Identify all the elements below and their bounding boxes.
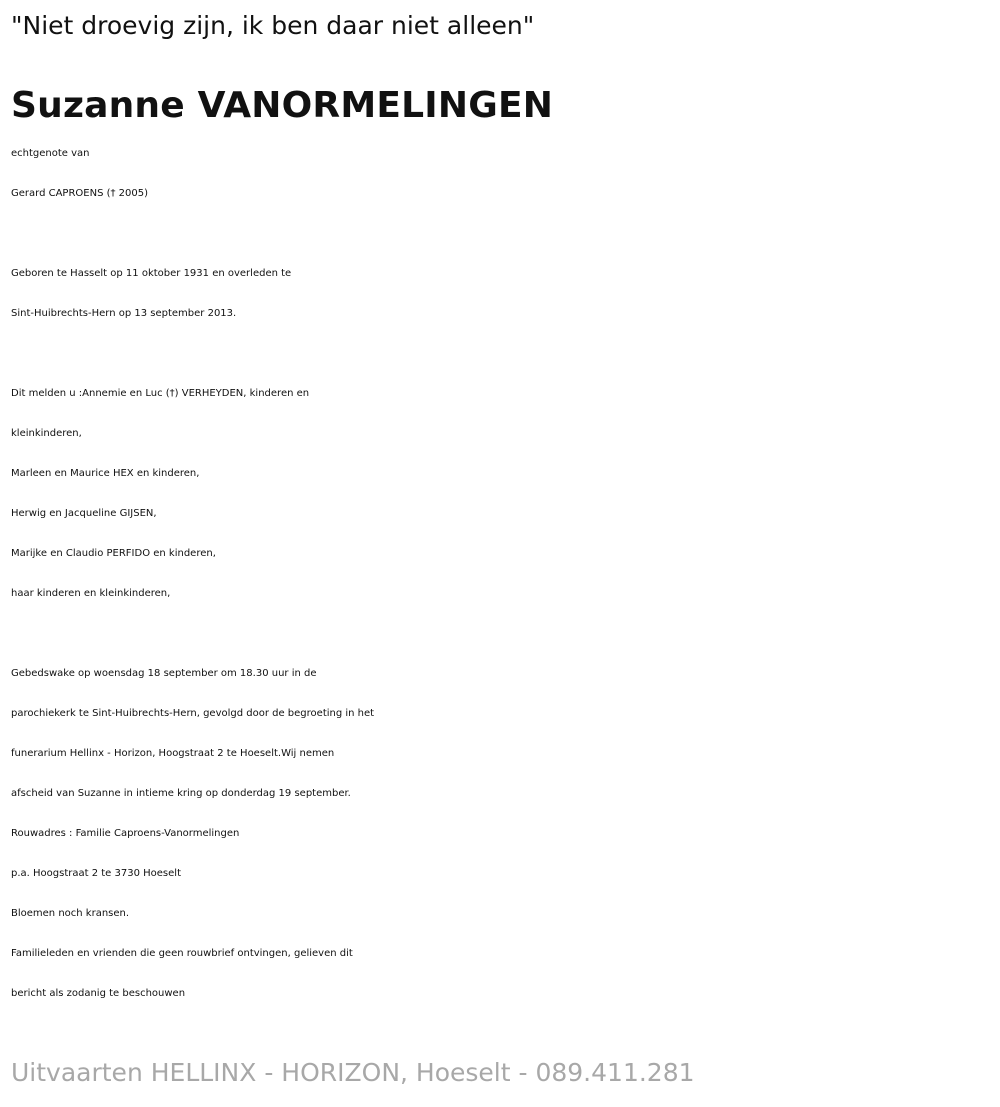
deceased-name: Suzanne VANORMELINGEN (11, 85, 554, 126)
flowers-note: Bloemen noch kransen. (11, 908, 130, 919)
birth-death-line: Sint-Huibrechts-Hern op 13 september 2013. (11, 308, 237, 319)
ceremony-line: afscheid van Suzanne in intieme kring op donderdag 19 september. (11, 788, 351, 799)
announcement-line: Herwig en Jacqueline GIJSEN, (11, 508, 157, 519)
announcement-line: Dit melden u :Annemie en Luc (†) VERHEYDEN, kinderen en (11, 388, 310, 399)
mourning-address: Rouwadres : Familie Caproens-Vanormelingen (11, 828, 240, 839)
spouse-name: Gerard CAPROENS († 2005) (11, 188, 149, 199)
announcement-line: Marijke en Claudio PERFIDO en kinderen, (11, 548, 216, 559)
announcement-line: haar kinderen en kleinkinderen, (11, 588, 171, 599)
spouse-relation: echtgenote van (11, 148, 90, 159)
birth-death-section (11, 254, 991, 334)
funeral-home-footer: Uitvaarten HELLINX - HORIZON, Hoeselt - 089.411.281 (11, 1058, 695, 1087)
birth-death-line: Geboren te Hasselt op 11 oktober 1931 en overleden te (11, 268, 292, 279)
ceremony-line: funerarium Hellinx - Horizon, Hoogstraat 2 te Hoeselt.Wij nemen (11, 748, 335, 759)
postal-address: p.a. Hoogstraat 2 te 3730 Hoeselt (11, 868, 181, 879)
ceremony-line: Familieleden en vrienden die geen rouwbrief ontvingen, gelieven dit (11, 948, 353, 959)
spouse-section (11, 134, 991, 214)
ceremony-line: Gebedswake op woensdag 18 september om 18.30 uur in de (11, 668, 317, 679)
ceremony-line: parochiekerk te Sint-Huibrechts-Hern, gevolgd door de begroeting in het (11, 708, 375, 719)
announcement-section (11, 374, 991, 614)
opening-quote: "Niet droevig zijn, ik ben daar niet alleen" (11, 11, 535, 40)
announcement-line: Marleen en Maurice HEX en kinderen, (11, 468, 200, 479)
ceremony-line: bericht als zodanig te beschouwen (11, 988, 186, 999)
ceremony-section (11, 654, 991, 1014)
announcement-line: kleinkinderen, (11, 428, 82, 439)
